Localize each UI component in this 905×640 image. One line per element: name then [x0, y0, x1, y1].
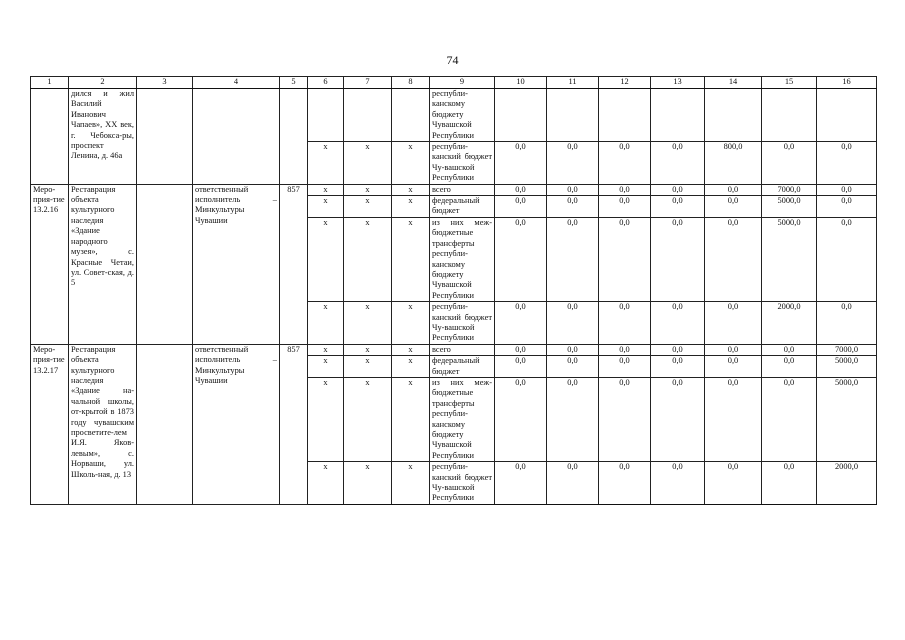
empty-cell [137, 344, 193, 504]
value-cell: 0,0 [599, 356, 651, 378]
code-cell: х [308, 462, 344, 505]
value-cell: 0,0 [599, 142, 651, 185]
value-cell: 0,0 [651, 356, 705, 378]
empty-cell [137, 89, 193, 185]
value-cell: 0,0 [547, 217, 599, 301]
column-header: 3 [137, 77, 193, 89]
value-cell: 0,0 [705, 356, 762, 378]
funding-source: из них меж-бюджетные трансферты республи-канскому бюджету Чувашской Республики [430, 377, 495, 461]
event-name: дился и жил Василий Иванович Чапаев», XX век, г. Чебокса-ры, проспект Ленина, д. 46а [69, 89, 137, 185]
code-cell: х [392, 344, 430, 355]
value-cell: 0,0 [547, 356, 599, 378]
column-header: 6 [308, 77, 344, 89]
executor: ответственный исполнитель – Минкультуры Чувашии [193, 344, 280, 504]
funding-source: федеральный бюджет [430, 196, 495, 218]
column-header: 8 [392, 77, 430, 89]
value-cell: 0,0 [705, 217, 762, 301]
column-header: 12 [599, 77, 651, 89]
column-header: 5 [280, 77, 308, 89]
column-header: 15 [762, 77, 817, 89]
executor [193, 89, 280, 185]
event-id: Меро-прия-тие 13.2.16 [31, 184, 69, 344]
value-cell: 7000,0 [817, 344, 877, 355]
value-cell: 0,0 [651, 462, 705, 505]
table-row [31, 89, 877, 142]
value-cell: 5000,0 [762, 217, 817, 301]
value-cell: 0,0 [599, 377, 651, 461]
value-cell: 0,0 [495, 344, 547, 355]
value-cell: 0,0 [817, 302, 877, 345]
value-cell: 0,0 [705, 184, 762, 195]
value-cell: 0,0 [495, 142, 547, 185]
value-cell: 5000,0 [817, 377, 877, 461]
column-header: 13 [651, 77, 705, 89]
value-cell: 0,0 [705, 377, 762, 461]
code-cell: х [344, 462, 392, 505]
value-cell [762, 89, 817, 142]
code-cell: х [392, 377, 430, 461]
code-cell: х [344, 302, 392, 345]
executor: ответственный исполнитель – Минкультуры Чувашии [193, 184, 280, 344]
value-cell: 0,0 [762, 462, 817, 505]
value-cell [495, 89, 547, 142]
value-cell: 0,0 [651, 142, 705, 185]
value-cell: 0,0 [762, 377, 817, 461]
value-cell: 0,0 [495, 377, 547, 461]
value-cell: 0,0 [495, 302, 547, 345]
code-cell: х [392, 196, 430, 218]
header-row [31, 77, 877, 89]
value-cell: 0,0 [547, 344, 599, 355]
value-cell: 0,0 [817, 196, 877, 218]
value-cell: 0,0 [495, 184, 547, 195]
value-cell: 0,0 [599, 462, 651, 505]
value-cell: 0,0 [651, 302, 705, 345]
value-cell: 0,0 [547, 377, 599, 461]
code-cell: х [344, 184, 392, 195]
value-cell: 0,0 [651, 377, 705, 461]
budget-table [30, 76, 877, 505]
code-cell: х [344, 217, 392, 301]
code-cell: х [344, 377, 392, 461]
page-number: 74 [446, 53, 459, 67]
column-header: 4 [193, 77, 280, 89]
column-header: 16 [817, 77, 877, 89]
code-cell: х [392, 217, 430, 301]
table-body [31, 77, 877, 505]
column-header: 1 [31, 77, 69, 89]
code-cell [308, 89, 344, 142]
value-cell: 0,0 [762, 344, 817, 355]
funding-source: республи-канский бюджет Чу-вашской Республики [430, 302, 495, 345]
value-cell: 0,0 [705, 344, 762, 355]
value-cell: 2000,0 [817, 462, 877, 505]
code-cell: х [344, 344, 392, 355]
value-cell: 0,0 [651, 217, 705, 301]
value-cell: 0,0 [651, 196, 705, 218]
code-cell: х [392, 302, 430, 345]
value-cell: 5000,0 [817, 356, 877, 378]
value-cell: 0,0 [599, 217, 651, 301]
code-cell: х [308, 356, 344, 378]
value-cell [651, 89, 705, 142]
funding-source: республи-канскому бюджету Чувашской Республики [430, 89, 495, 142]
value-cell: 0,0 [547, 462, 599, 505]
value-cell [599, 89, 651, 142]
column-header: 7 [344, 77, 392, 89]
value-cell: 0,0 [547, 142, 599, 185]
code-cell: х [344, 196, 392, 218]
code-cell: х [308, 302, 344, 345]
value-cell: 0,0 [547, 302, 599, 345]
event-id: Меро-прия-тие 13.2.17 [31, 344, 69, 504]
budget-code: 857 [280, 184, 308, 344]
value-cell: 0,0 [495, 356, 547, 378]
value-cell: 2000,0 [762, 302, 817, 345]
column-header: 10 [495, 77, 547, 89]
funding-source: республи-канский бюджет Чу-вашской Республики [430, 142, 495, 185]
value-cell: 0,0 [705, 196, 762, 218]
value-cell: 5000,0 [762, 196, 817, 218]
code-cell: х [392, 142, 430, 185]
funding-source: всего [430, 344, 495, 355]
column-header: 2 [69, 77, 137, 89]
value-cell: 0,0 [762, 142, 817, 185]
value-cell: 0,0 [817, 142, 877, 185]
funding-source: всего [430, 184, 495, 195]
value-cell: 0,0 [495, 217, 547, 301]
event-name: Реставрация объекта культурного наследия «Здание на-чальной школы, от-крытой в 1873 году чувашским просветите-лем И.Я. Яков-левым», с. Норваши, ул. Школь-ная, д. 13 [69, 344, 137, 504]
code-cell [392, 89, 430, 142]
value-cell [547, 89, 599, 142]
value-cell: 0,0 [705, 302, 762, 345]
code-cell: х [308, 142, 344, 185]
funding-source: федеральный бюджет [430, 356, 495, 378]
code-cell: х [392, 184, 430, 195]
code-cell: х [308, 196, 344, 218]
budget-code [280, 89, 308, 185]
column-header: 14 [705, 77, 762, 89]
value-cell: 0,0 [817, 184, 877, 195]
value-cell: 0,0 [705, 462, 762, 505]
value-cell: 0,0 [651, 184, 705, 195]
table-row [31, 344, 877, 355]
table-row [31, 184, 877, 195]
budget-code: 857 [280, 344, 308, 504]
code-cell: х [344, 356, 392, 378]
value-cell: 0,0 [817, 217, 877, 301]
value-cell: 0,0 [651, 344, 705, 355]
code-cell: х [308, 344, 344, 355]
value-cell: 0,0 [547, 196, 599, 218]
value-cell: 0,0 [762, 356, 817, 378]
event-id [31, 89, 69, 185]
event-name: Реставрация объекта культурного наследия «Здание народного музея», с. Красные Четаи, ул. Совет-ская, д. 5 [69, 184, 137, 344]
value-cell: 0,0 [495, 196, 547, 218]
value-cell: 0,0 [495, 462, 547, 505]
code-cell: х [308, 217, 344, 301]
code-cell: х [392, 462, 430, 505]
funding-source: республи-канский бюджет Чу-вашской Республики [430, 462, 495, 505]
column-header: 9 [430, 77, 495, 89]
value-cell: 0,0 [599, 196, 651, 218]
value-cell: 800,0 [705, 142, 762, 185]
code-cell: х [308, 377, 344, 461]
column-header: 11 [547, 77, 599, 89]
code-cell: х [392, 356, 430, 378]
code-cell: х [308, 184, 344, 195]
value-cell [705, 89, 762, 142]
funding-source: из них меж-бюджетные трансферты республи-канскому бюджету Чувашской Республики [430, 217, 495, 301]
code-cell: х [344, 142, 392, 185]
value-cell: 0,0 [599, 184, 651, 195]
empty-cell [137, 184, 193, 344]
value-cell: 0,0 [599, 302, 651, 345]
value-cell: 0,0 [547, 184, 599, 195]
code-cell [344, 89, 392, 142]
value-cell: 7000,0 [762, 184, 817, 195]
value-cell: 0,0 [599, 344, 651, 355]
value-cell [817, 89, 877, 142]
